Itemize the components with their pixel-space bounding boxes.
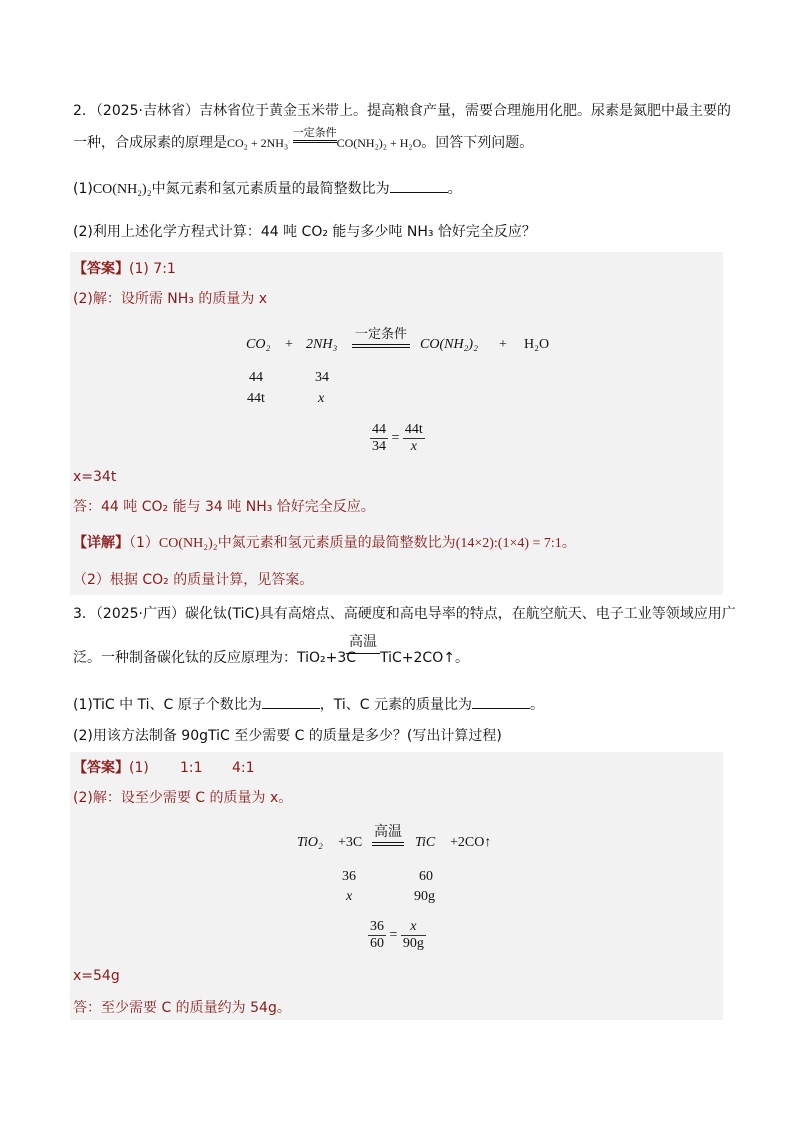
q3-calc-condition-text: 高温 <box>374 824 402 840</box>
q3-condition-text: 高温 <box>349 634 377 650</box>
q2-answer-1: (1) 7:1 <box>129 261 176 277</box>
q3-calc-m1: 36 <box>342 869 356 884</box>
q3-frac-right-num: x <box>401 919 426 936</box>
q2-stem-line2 <box>73 126 534 153</box>
q3-stem-line2 <box>73 648 356 668</box>
q3-answer-line2: (2)解：设至少需要 C 的质量为 x。 <box>73 790 293 806</box>
q2-eq-left: CO₂ + 2NH₃ <box>227 136 289 150</box>
q2-frac-right-num: 44t <box>404 422 423 437</box>
q3-calc-condition <box>372 821 404 846</box>
q3-eq-end: 。 <box>454 650 469 666</box>
q2-eq-right: CO(NH₂)₂ + H₂O <box>336 136 422 150</box>
q2-condition-text: 一定条件 <box>292 126 337 139</box>
q2-calc-co2: CO₂ <box>246 337 271 352</box>
q2-p2-text: (2)利用上述化学方程式计算：44 吨 CO₂ 能与多少吨 NH₃ 恰好完全反应？ <box>73 224 536 240</box>
q3-p1-blank2[interactable] <box>472 694 530 709</box>
q2-frac-left-num: 44 <box>372 422 386 437</box>
q2-part2 <box>73 222 536 242</box>
q2-calc-m1: 44 <box>249 370 263 385</box>
q2-p1-text: 中氮元素和氢元素质量的最简整数比为 <box>151 181 390 197</box>
q3-calc-tio2: TiO₂ <box>297 835 323 850</box>
q3-answer-label: 【答案】 <box>73 760 129 776</box>
q3-answer-line1 <box>73 758 149 778</box>
q3-part2: (2)用该方法制备 90gTiC 至少需要 C 的质量是多少？(写出计算过程) <box>73 728 502 744</box>
q3-answer-1a: (1) <box>129 760 149 776</box>
q3-answer-1c: 4:1 <box>232 760 255 776</box>
q2-p1-prefix: (1) <box>73 181 93 197</box>
q2-stem-end: 。回答下列问题。 <box>421 135 534 151</box>
q2-calc-urea: CO(NH₂)₂ <box>420 337 478 352</box>
q3-answer-1b: 1:1 <box>180 760 203 776</box>
q3-calc-2co: +2CO↑ <box>450 835 492 850</box>
q2-number: 2． <box>73 103 96 119</box>
q2-detail-1-expr: (14×2):(1×4) = 7:1 <box>455 536 562 551</box>
q3-eq-left: TiO₂+3C <box>297 650 357 666</box>
q2-calc-v1: 44t <box>247 391 265 406</box>
q2-part1 <box>73 178 462 200</box>
q2-answer-line1 <box>73 259 176 279</box>
q3-calc-result: x=54g <box>73 968 120 984</box>
q2-conclusion: 答：44 吨 CO₂ 能与 34 吨 NH₃ 恰好完全反应。 <box>73 499 375 515</box>
q3-frac-left <box>368 919 386 952</box>
q2-calc-condition-text: 一定条件 <box>354 327 407 342</box>
q2-condition <box>293 127 337 143</box>
q2-frac-right-den: x <box>410 439 417 454</box>
q3-conclusion: 答：至少需要 C 的质量约为 54g。 <box>73 1000 291 1016</box>
q2-stem-a: 吉林省位于黄金玉米带上。提高粮食产量，需要合理施用化肥。尿素是氮肥中最主要的 <box>199 103 732 119</box>
q3-p1-end: 。 <box>530 697 545 713</box>
q2-stem-line1 <box>73 101 731 121</box>
q2-frac-left-den: 34 <box>372 439 386 454</box>
q2-calc-plus2: + <box>499 337 507 352</box>
q2-calc-condition <box>352 323 410 348</box>
q2-calc-h2o: H₂O <box>524 337 550 352</box>
q3-frac-left-num: 36 <box>370 919 384 934</box>
q2-calc-nh3: 2NH₃ <box>306 337 338 352</box>
q3-condition <box>346 634 380 654</box>
q3-calc-proportion <box>368 919 426 952</box>
q2-detail-1-end: 。 <box>561 535 576 551</box>
q2-frac-eq: = <box>391 430 400 446</box>
q3-p1-a: (1)TiC 中 Ti、C 原子个数比为 <box>73 697 262 713</box>
q2-answer-line2 <box>73 289 267 309</box>
q2-detail-label: 【详解】 <box>73 535 129 551</box>
q2-p1-blank[interactable] <box>390 178 448 193</box>
q2-detail-1a: （1） <box>129 535 159 551</box>
q2-detail-line1 <box>73 533 576 554</box>
q3-calc-tic: TiC <box>415 835 436 850</box>
q3-frac-eq: = <box>389 927 398 943</box>
q2-source: （2025·吉林省） <box>95 103 200 119</box>
q2-condition-bar <box>293 140 337 143</box>
q3-calc-3c: +3C <box>338 835 363 850</box>
q3-frac-left-den: 60 <box>370 936 384 951</box>
q2-detail-line2: （2）根据 CO₂ 的质量计算，见答案。 <box>73 572 314 588</box>
q3-calc-condition-bar <box>372 842 404 846</box>
q3-eq-right: TiC+2CO↑ <box>380 650 455 666</box>
q3-p1-b: ，Ti、C 元素的质量比为 <box>319 697 473 713</box>
q2-p1-end: 。 <box>447 181 462 197</box>
q3-condition-bar <box>346 653 380 654</box>
q3-calc-v2: 90g <box>414 889 435 904</box>
q3-part1 <box>73 694 544 715</box>
q2-calc-result: x=34t <box>73 469 117 485</box>
q3-frac-right <box>401 919 426 952</box>
q2-frac-left <box>370 422 388 455</box>
q3-stem-line1 <box>73 604 736 624</box>
q3-p1-blank1[interactable] <box>262 694 320 709</box>
q3-source: （2025·广西） <box>95 606 186 622</box>
q2-calc-condition-bar <box>352 344 410 348</box>
q2-detail-1-formula: CO(NH₂)₂ <box>158 536 218 551</box>
q2-frac-right <box>403 422 425 455</box>
q2-calc-plus1: + <box>285 337 293 352</box>
q2-answer-2: (2)解：设所需 NH₃ 的质量为 x <box>73 291 268 307</box>
q3-number: 3． <box>73 606 96 622</box>
q2-answer-label: 【答案】 <box>73 261 129 277</box>
q2-p1-formula: CO(NH₂)₂ <box>92 182 152 197</box>
q2-calc-m2: 34 <box>315 370 329 385</box>
q3-stem-b: 泛。一种制备碳化钛的反应原理为： <box>73 650 297 666</box>
q2-stem-b: 一种，合成尿素的原理是 <box>73 135 227 151</box>
q3-calc-m2: 60 <box>419 869 433 884</box>
q2-calc-v2: x <box>318 391 325 406</box>
q2-detail-1b: 中氮元素和氢元素质量的最简整数比为 <box>217 535 456 551</box>
q2-calc-proportion <box>370 422 425 455</box>
q3-calc-v1: x <box>346 889 353 904</box>
q3-stem-a: 碳化钛(TiC)具有高熔点、高硬度和高电导率的特点，在航空航天、电子工业等领域应用广 <box>185 606 736 622</box>
q3-frac-right-den: 90g <box>402 936 424 951</box>
q3-eq-right-line <box>380 648 469 668</box>
